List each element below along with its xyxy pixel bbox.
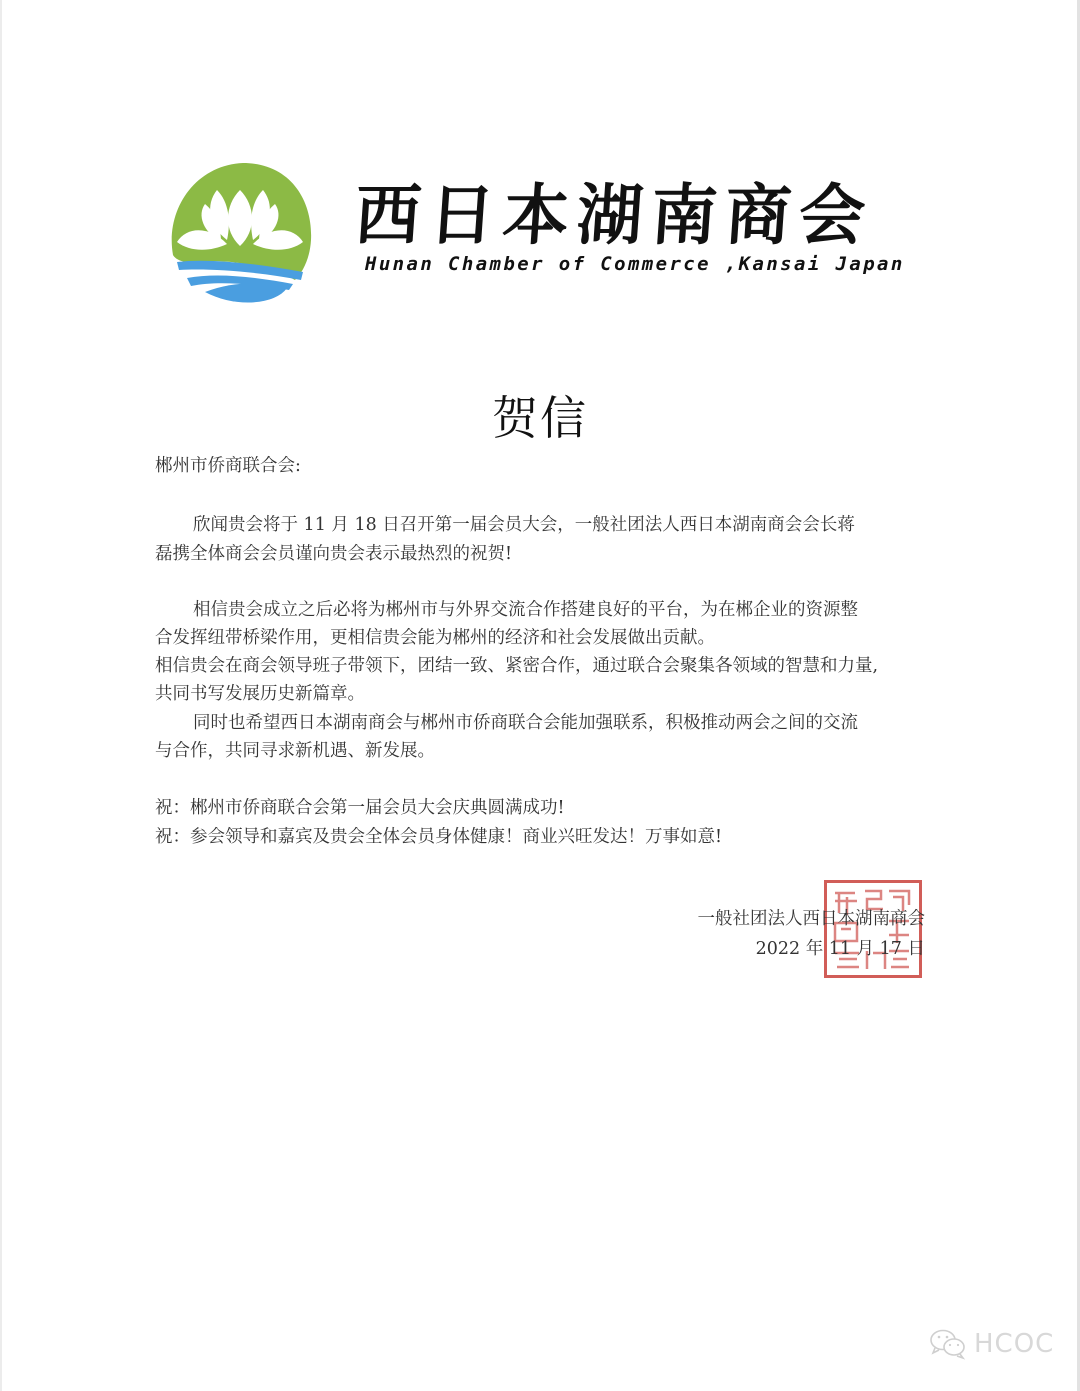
paragraph-line: 欣闻贵会将于 11 月 18 日召开第一届会员大会，一般社团法人西日本湖南商会会长蒋 (193, 515, 855, 535)
paragraph-line: 相信贵会成立之后必将为郴州市与外界交流合作搭建良好的平台，为在郴企业的资源整 (193, 600, 858, 620)
signature-date: 2022 年 11 月 17 日 (755, 939, 925, 959)
lotus-logo-icon (165, 160, 315, 308)
paragraph-line: 合发挥纽带桥梁作用，更相信贵会能为郴州的经济和社会发展做出贡献。 (155, 628, 715, 648)
blessing-line: 祝：郴州市侨商联合会第一届会员大会庆典圆满成功! (155, 798, 565, 818)
paragraph-line: 同时也希望西日本湖南商会与郴州市侨商联合会能加强联系，积极推动两会之间的交流 (193, 713, 858, 733)
signature-block (698, 904, 926, 964)
wechat-icon (928, 1328, 968, 1360)
org-name-chinese: 西日本湖南商会 (352, 176, 876, 254)
watermark-text: HCOC (974, 1329, 1055, 1359)
signatory-organization: 一般社团法人西日本湖南商会 (697, 909, 925, 929)
letter-title: 贺信 (492, 391, 588, 445)
page-edge-left (0, 0, 2, 1391)
watermark (928, 1328, 1054, 1360)
paragraph-line: 相信贵会在商会领导班子带领下，团结一致、紧密合作，通过联合会聚集各领域的智慧和力量, (155, 656, 879, 676)
blessing-line: 祝：参会领导和嘉宾及贵会全体会员身体健康！商业兴旺发达！万事如意! (155, 827, 723, 847)
salutation: 郴州市侨商联合会: (155, 456, 301, 476)
paragraph-line: 共同书写发展历史新篇章。 (155, 684, 365, 704)
org-name-english: Hunan Chamber of Commerce ,Kansai Japan (365, 253, 905, 275)
paragraph-line: 与合作，共同寻求新机遇、新发展。 (155, 741, 435, 761)
paragraph-line: 磊携全体商会会员谨向贵会表示最热烈的祝贺! (155, 544, 513, 564)
letterhead (165, 160, 925, 310)
